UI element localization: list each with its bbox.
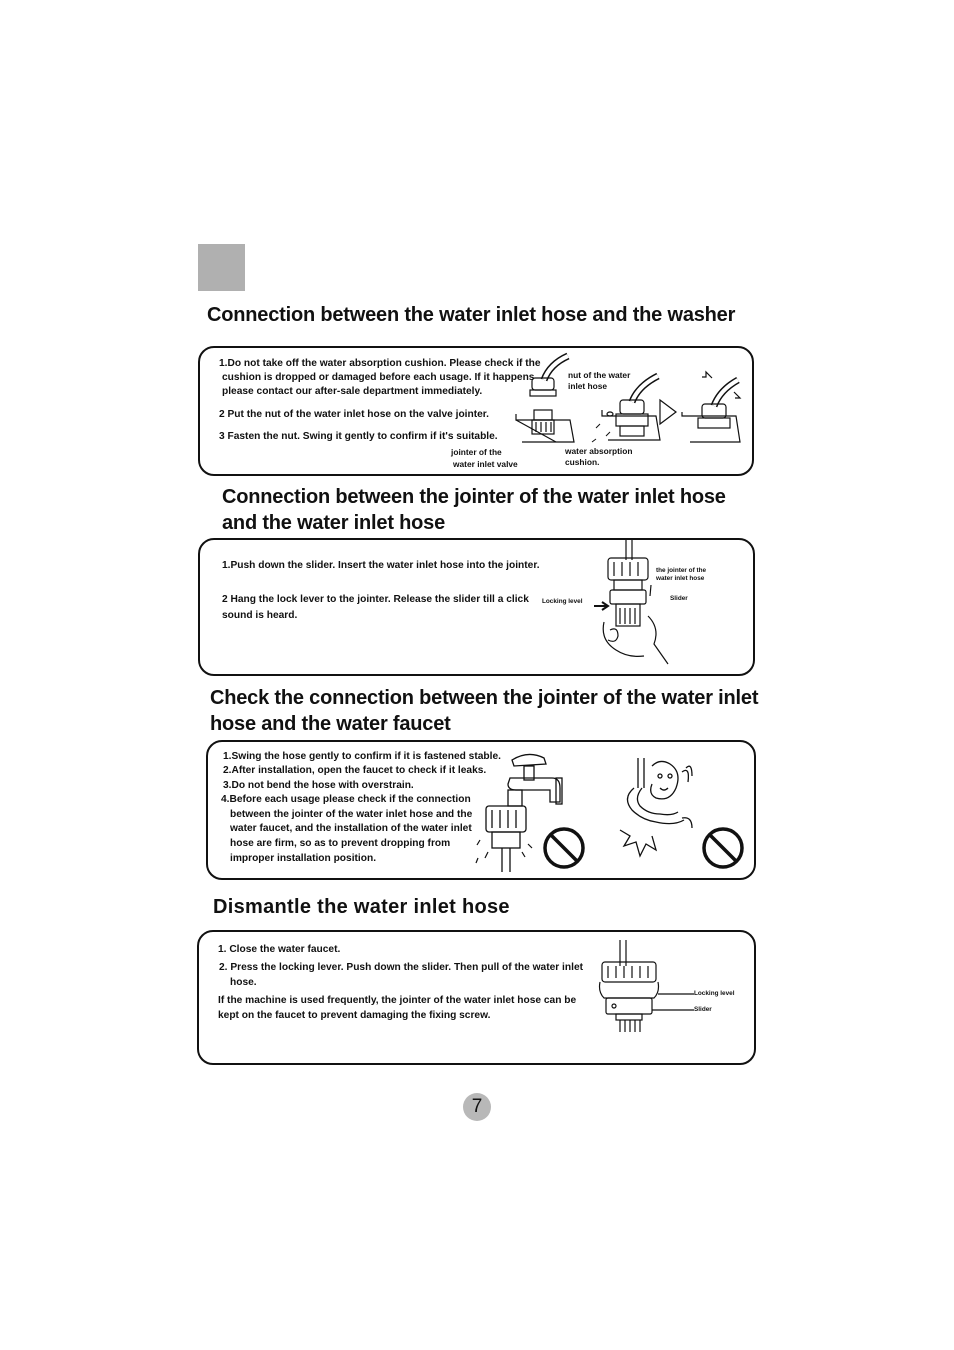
section1-step2: 2 Put the nut of the water inlet hose on the valve jointer. xyxy=(219,409,490,420)
section1-step1-line3: please contact our after-sale department immediately. xyxy=(222,386,483,397)
section2-heading-line1: Connection between the jointer of the water inlet hose xyxy=(222,486,726,508)
section4-step2-line2: hose. xyxy=(230,977,257,988)
section2-heading-line2: and the water inlet hose xyxy=(222,512,446,534)
section3-item3: 3.Do not bend the hose with overstrain. xyxy=(223,780,414,791)
section3-item2: 2.After installation, open the faucet to check if it leaks. xyxy=(223,765,487,776)
section3-heading-line2: hose and the water faucet xyxy=(210,713,451,735)
label-locking-level-2: Locking level xyxy=(542,598,583,605)
section4-note-line2: kept on the faucet to prevent damaging the fixing screw. xyxy=(218,1010,491,1021)
section-marker-square xyxy=(198,244,245,291)
label-slider-2: Slider xyxy=(670,595,688,602)
section2-step1: 1.Push down the slider. Insert the water inlet hose into the jointer. xyxy=(222,560,540,571)
leaking-faucet-illustration xyxy=(472,748,592,872)
section1-heading: Connection between the water inlet hose and the washer xyxy=(207,304,736,326)
section3-item4-line4: hose are firm, so as to prevent dropping from xyxy=(230,838,451,849)
section3-heading-line1: Check the connection between the jointer of the water inlet xyxy=(210,687,759,709)
section2-heading xyxy=(222,484,726,536)
section3-item4-line2: between the jointer of the water inlet hose and the xyxy=(230,809,473,820)
section3-item1: 1.Swing the hose gently to confirm if it is fastened stable. xyxy=(223,751,501,762)
section3-item4-line5: improper installation position. xyxy=(230,853,377,864)
label-slider-4: Slider xyxy=(694,1006,712,1013)
label-jointer-valve-line2: water inlet valve xyxy=(453,459,518,469)
section3-item4-line1: 4.Before each usage please check if the connection xyxy=(221,794,471,805)
label-hose-jointer-line2: water inlet hose xyxy=(656,575,705,582)
label-cushion-line2: cushion. xyxy=(565,457,600,467)
label-cushion-line1: water absorption xyxy=(565,446,633,456)
section3-heading xyxy=(210,685,758,737)
label-nut-line2: inlet hose xyxy=(568,381,608,391)
section4-step1: 1. Close the water faucet. xyxy=(218,944,341,955)
section3-item4-line3: water faucet, and the installation of the water inlet xyxy=(230,823,472,834)
section1-step1-line1: 1.Do not take off the water absorption cushion. Please check if the xyxy=(219,358,541,369)
section2-step2-line1: 2 Hang the lock lever to the jointer. Release the slider till a click xyxy=(222,594,529,605)
bent-hose-cartoon-illustration xyxy=(612,758,748,872)
label-hose-jointer-line1: the jointer of the xyxy=(656,567,707,574)
dismantle-jointer-illustration xyxy=(596,940,696,1036)
page-number-badge: 7 xyxy=(463,1093,491,1121)
section4-note-line1: If the machine is used frequently, the jointer of the water inlet hose can be xyxy=(218,995,577,1006)
section4-heading: Dismantle the water inlet hose xyxy=(213,896,510,918)
section1-step3: 3 Fasten the nut. Swing it gently to confirm if it's suitable. xyxy=(219,431,498,442)
label-locking-level-4: Locking level xyxy=(694,990,735,997)
label-jointer-valve-line1: jointer of the xyxy=(451,447,502,457)
jointer-insertion-illustration xyxy=(588,540,678,666)
label-nut-line1: nut of the water xyxy=(568,370,631,380)
section1-step1-line2: cushion is dropped or damaged before each usage. If it happens xyxy=(222,372,535,383)
section2-step2-line2: sound is heard. xyxy=(222,610,298,621)
section4-step2-line1: 2. Press the locking lever. Push down the slider. Then pull of the water inlet xyxy=(219,962,584,973)
